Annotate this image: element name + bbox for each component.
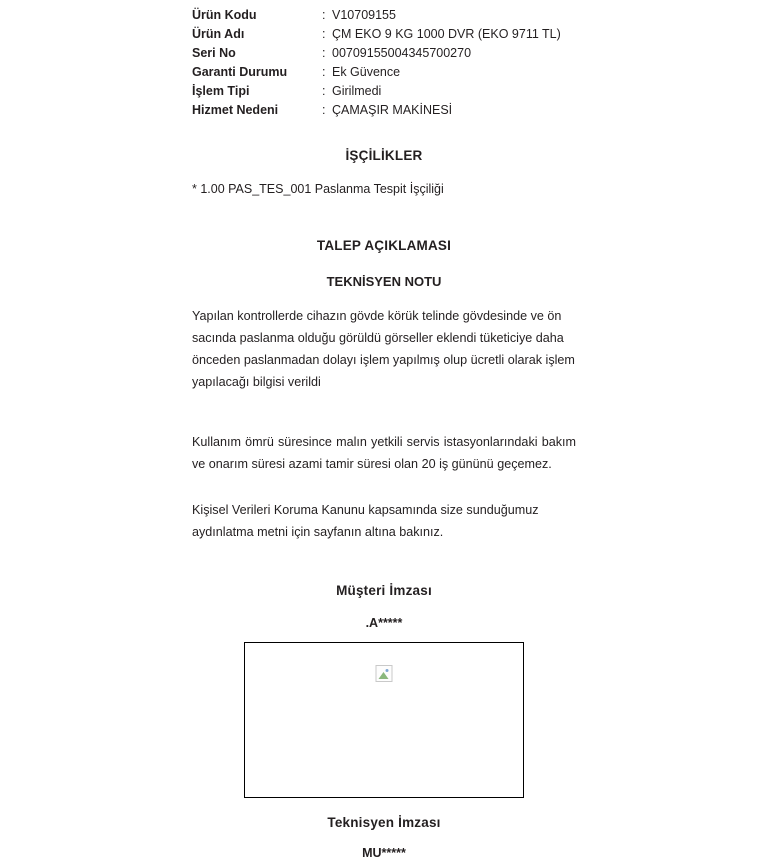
info-value: Girilmedi xyxy=(332,84,382,98)
labor-heading: İŞÇİLİKLER xyxy=(345,148,423,163)
info-separator: : xyxy=(322,27,326,41)
customer-signature-name: .A***** xyxy=(365,616,403,630)
info-separator: : xyxy=(322,103,326,117)
technician-note-text: Yapılan kontrollerde cihazın gövde körük telinde gövdesinde ve ön sacında paslanma olduğu görüldü görseller eklendi tüketiciye daha önceden paslanmadan dolayı işlem yapılmış olup ücretli olarak işlem yapılacağı bilgisi verildi xyxy=(192,309,575,389)
table-row xyxy=(192,6,576,25)
table-row xyxy=(192,63,576,82)
table-row xyxy=(192,82,576,101)
customer-signature-heading: Müşteri İmzası xyxy=(336,583,432,598)
product-info-table xyxy=(192,6,576,120)
info-value: Ek Güvence xyxy=(332,65,401,79)
info-label: Ürün Kodu xyxy=(192,8,257,22)
info-separator: : xyxy=(322,8,326,22)
request-heading: TALEP AÇIKLAMASI xyxy=(316,238,452,253)
info-value: ÇAMAŞIR MAKİNESİ xyxy=(332,103,453,117)
info-separator: : xyxy=(322,84,326,98)
info-label: Hizmet Nedeni xyxy=(192,103,279,117)
table-row xyxy=(192,44,576,63)
labor-line-item: * 1.00 PAS_TES_001 Paslanma Tespit İşçiliği xyxy=(192,182,444,196)
info-value: 00709155004345700270 xyxy=(332,46,472,60)
technician-note-heading: TEKNİSYEN NOTU xyxy=(326,274,442,289)
technician-signature-heading: Teknisyen İmzası xyxy=(327,815,441,830)
document-page xyxy=(0,6,768,860)
signature-box xyxy=(244,642,524,798)
info-value: ÇM EKO 9 KG 1000 DVR (EKO 9711 TL) xyxy=(332,27,561,41)
info-label: Seri No xyxy=(192,46,236,60)
info-value: V10709155 xyxy=(332,8,396,22)
table-row xyxy=(192,101,576,120)
info-label: Garanti Durumu xyxy=(192,65,288,79)
info-label: İşlem Tipi xyxy=(192,84,250,98)
technician-signature-name: MU***** xyxy=(362,846,406,860)
kvkk-text: Kişisel Verileri Koruma Kanunu kapsamında size sunduğumuz aydınlatma metni için sayfanın altına bakınız. xyxy=(192,503,539,539)
broken-image-icon xyxy=(376,665,393,682)
table-row xyxy=(192,25,576,44)
info-label: Ürün Adı xyxy=(192,27,245,41)
info-separator: : xyxy=(322,46,326,60)
warranty-text: Kullanım ömrü süresince malın yetkili servis istasyonlarındaki bakım ve onarım süresi azami tamir süresi olan 20 iş gününü geçemez. xyxy=(192,435,576,471)
info-separator: : xyxy=(322,65,326,79)
